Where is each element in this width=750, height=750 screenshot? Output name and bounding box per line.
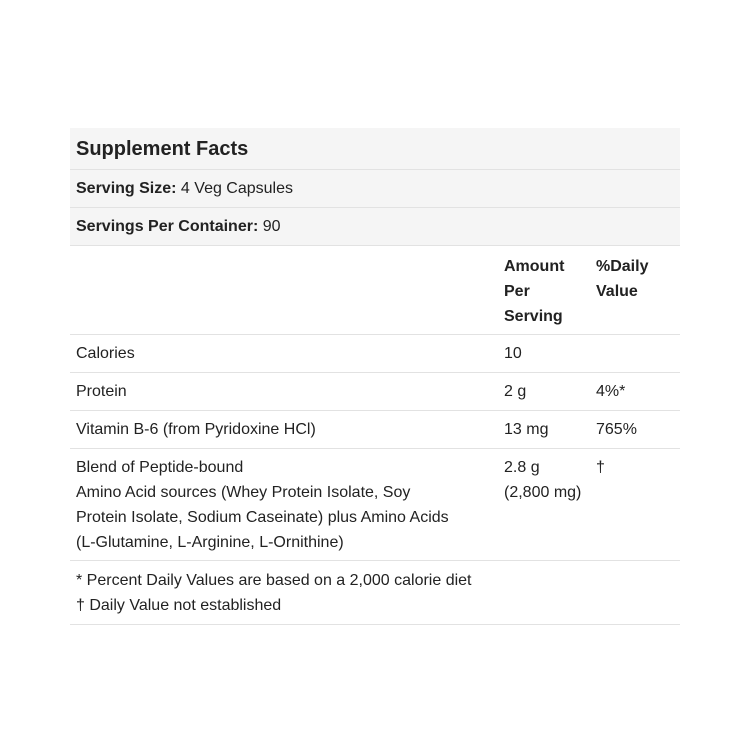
blend-amount: [504, 455, 596, 560]
serving-size-label: Serving Size:: [76, 180, 177, 197]
blend-name: [76, 455, 504, 560]
supplement-facts-table: [70, 128, 680, 625]
daily-value-header: [596, 254, 674, 334]
header-spacer: [76, 254, 504, 334]
serving-size-value: 4 Veg Capsules: [176, 180, 294, 197]
nutrient-amount: 13 mg: [504, 421, 549, 438]
blend-amount-line: 2.8 g: [504, 459, 540, 476]
nutrient-name: Protein: [76, 383, 127, 400]
servings-value: 90: [258, 218, 281, 235]
nutrient-name: Calories: [76, 345, 135, 362]
blend-amount-line: (2,800 mg): [504, 484, 582, 501]
footnotes: [70, 561, 680, 625]
servings-label: Servings Per Container:: [76, 218, 259, 235]
nutrient-dv: 765%: [596, 421, 637, 438]
dv-header-line: %Daily: [596, 258, 649, 275]
nutrient-dv: 4%*: [596, 383, 626, 400]
nutrient-amount: 10: [504, 345, 522, 362]
blend-name-line: (L-Glutamine, L-Arginine, L-Ornithine): [76, 534, 344, 551]
nutrient-amount: 2 g: [504, 383, 527, 400]
amount-header-line: Amount: [504, 258, 565, 275]
nutrient-row-protein: [70, 373, 680, 411]
dv-header-line: Value: [596, 283, 638, 300]
facts-title: Supplement Facts: [70, 128, 680, 170]
amount-header-line: Per: [504, 283, 530, 300]
blend-name-line: Protein Isolate, Sodium Caseinate) plus Amino Acids: [76, 509, 449, 526]
nutrient-row-calories: [70, 335, 680, 373]
nutrient-dv: [596, 341, 674, 372]
blend-name-line: Blend of Peptide-bound: [76, 459, 244, 476]
footnote-not-established: † Daily Value not established: [76, 597, 282, 614]
amount-header-line: Serving: [504, 308, 563, 325]
servings-per-container-row: [70, 208, 680, 246]
nutrient-row-vitamin-b6: [70, 411, 680, 449]
footnote-daily-values: * Percent Daily Values are based on a 2,000 calorie diet: [76, 572, 472, 589]
blend-dv: †: [596, 459, 605, 476]
serving-size-row: [70, 170, 680, 208]
blend-name-line: Amino Acid sources (Whey Protein Isolate, Soy: [76, 484, 411, 501]
nutrient-row-blend: [70, 449, 680, 561]
amount-per-serving-header: [504, 254, 596, 334]
column-header-row: [70, 246, 680, 335]
nutrient-name: Vitamin B-6 (from Pyridoxine HCl): [76, 421, 316, 438]
